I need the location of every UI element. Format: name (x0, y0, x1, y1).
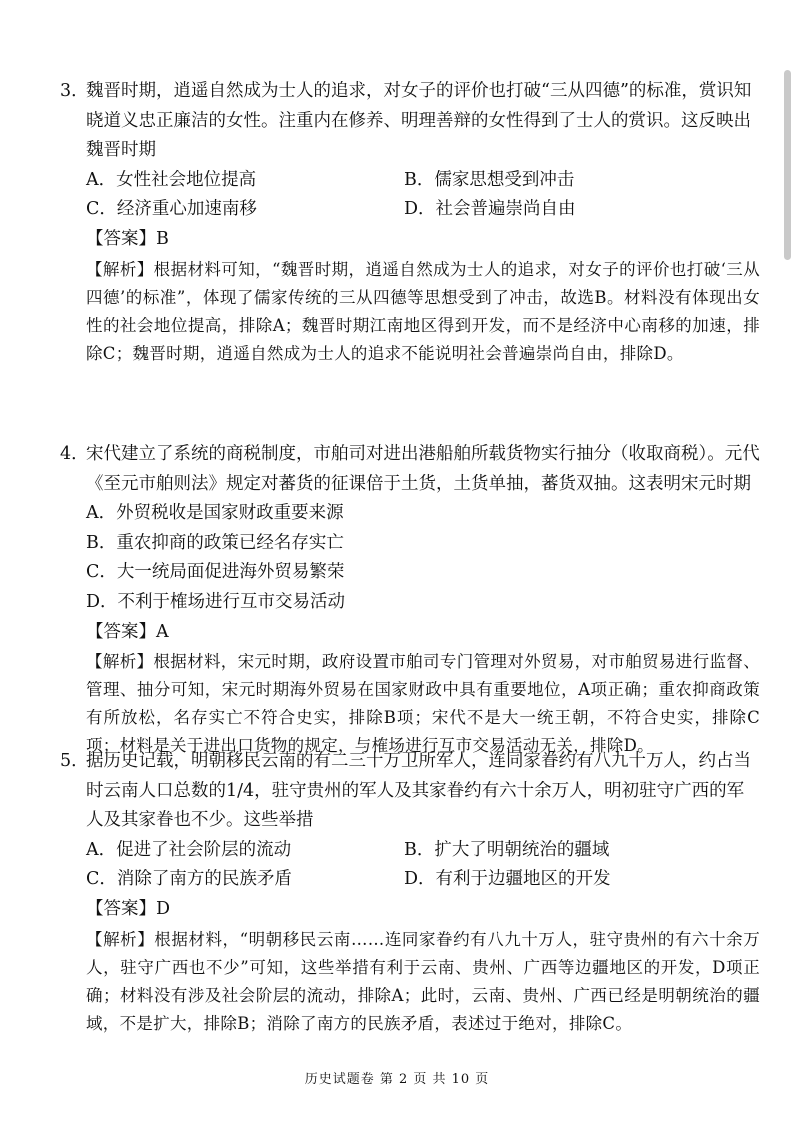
option-a: A．外贸税收是国家财政重要来源 (86, 503, 344, 524)
option-a: A．促进了社会阶层的流动 (86, 839, 292, 860)
option-c: C．大一统局面促进海外贸易繁荣 (86, 562, 345, 583)
answer: 【答案】D (86, 898, 171, 919)
options (86, 166, 760, 225)
option-b: B．儒家思想受到冲击 (404, 169, 575, 190)
analysis: 【解析】根据材料，“明朝移民云南……连同家眷约有八九十万人，驻守贵州的有六十余万人，驻守广西也不少”可知，这些举措有利于云南、贵州、广西等边疆地区的开发，D项正确；材料没有涉及社会阶层的流动，排除A；此时，云南、贵州、广西已经是明朝统治的疆域，不是扩大，排除B；消除了南方的民族矛盾，表述过于绝对，排除C。 (86, 929, 760, 1033)
analysis: 【解析】根据材料，宋元时期，政府设置市舶司专门管理对外贸易，对市舶贸易进行监督、管理、抽分可知，宋元时期海外贸易在国家财政中具有重要地位，A项正确；重农抑商政策有所放松，名存实亡不符合史实，排除B项；宋代不是大一统王朝，不符合史实，排除C项；材料是关于进出口货物的规定，与榷场进行互市交易活动无关，排除D。 (86, 652, 760, 756)
option-b: B．扩大了明朝统治的疆域 (404, 839, 610, 860)
options (86, 499, 760, 617)
option-c: C．消除了南方的民族矛盾 (86, 869, 292, 890)
question-4 (60, 440, 760, 760)
question-text: 魏晋时期，逍遥自然成为士人的追求，对女子的评价也打破“三从四德”的标准，赏识知晓道义忠正廉洁的女性。注重内在修养、明理善辩的女性得到了士人的赏识。这反映出魏晋时期 (86, 81, 752, 161)
option-a: A．女性社会地位提高 (86, 169, 257, 190)
option-c: C．经济重心加速南移 (86, 199, 257, 220)
analysis: 【解析】根据材料可知，“魏晋时期，逍遥自然成为士人的追求，对女子的评价也打破‘三从四德’的标准”，体现了儒家传统的三从四德等思想受到了冲击，故选B。材料没有体现出女性的社会地位提高，排除A；魏晋时期江南地区得到开发，而不是经济中心南移的加速，排除C；魏晋时期，逍遥自然成为士人的追求不能说明社会普遍崇尚自由，排除D。 (86, 259, 760, 363)
question-3 (60, 77, 760, 368)
question-5 (60, 747, 760, 1038)
answer: 【答案】B (86, 228, 169, 249)
answer: 【答案】A (86, 621, 169, 642)
question-number: 4． (60, 444, 89, 464)
question-stem (60, 77, 760, 166)
question-number: 3． (60, 81, 89, 101)
page-footer: 历史试题卷 第 2 页 共 10 页 (304, 1072, 490, 1087)
question-text: 据历史记载，明朝移民云南的有二三十万卫所军人，连同家眷约有八九十万人，约占当时云南人口总数的1/4，驻守贵州的军人及其家眷约有六十余万人，明初驻守广西的军人及其家眷也不少。这些举措 (86, 751, 751, 831)
options (86, 836, 760, 895)
option-b: B．重农抑商的政策已经名存实亡 (86, 532, 344, 553)
scrollbar-thumb[interactable] (784, 70, 791, 260)
question-stem (60, 440, 760, 499)
option-d: D．有利于边疆地区的开发 (404, 869, 611, 890)
question-text: 宋代建立了系统的商税制度，市舶司对进出港船舶所载货物实行抽分（收取商税）。元代《至元市舶则法》规定对蕃货的征课倍于土货，土货单抽，蕃货双抽。这表明宋元时期 (86, 444, 760, 494)
option-d: D．不利于榷场进行互市交易活动 (86, 591, 346, 612)
question-stem (60, 747, 760, 836)
option-d: D．社会普遍崇尚自由 (404, 199, 576, 220)
question-number: 5． (60, 751, 89, 771)
